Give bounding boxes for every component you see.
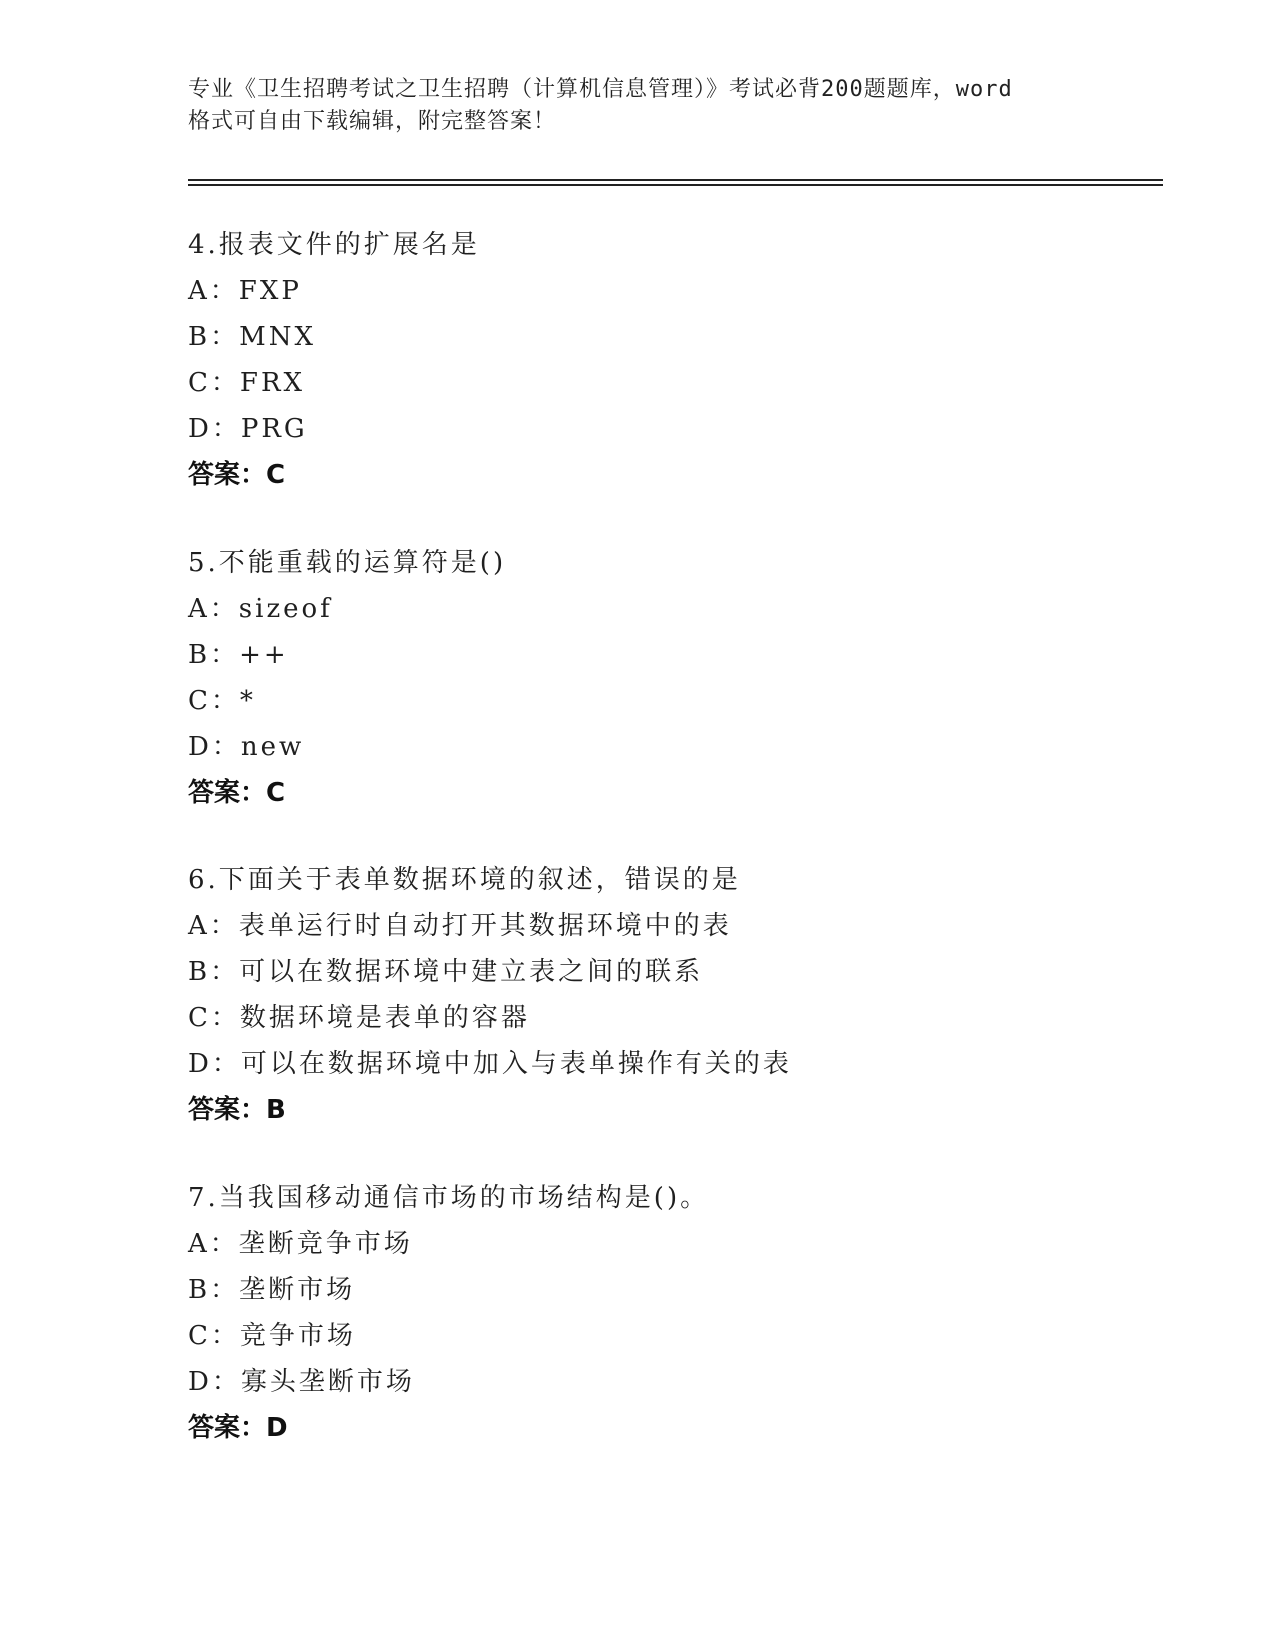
option-d	[188, 724, 1148, 770]
option-text: 垄断竞争市场	[238, 1229, 413, 1259]
option-key: A：	[188, 276, 239, 306]
option-a	[188, 268, 1148, 314]
question-6	[188, 857, 1148, 1133]
answer: 答案：B	[188, 1095, 286, 1125]
option-key: B：	[188, 957, 240, 987]
option-d	[188, 1359, 1148, 1405]
option-text: 可以在数据环境中加入与表单操作有关的表	[240, 1049, 792, 1079]
option-c	[188, 1313, 1148, 1359]
option-text: 数据环境是表单的容器	[239, 1003, 530, 1033]
option-key: C：	[188, 686, 240, 716]
option-text: 垄断市场	[239, 1275, 356, 1305]
option-key: D：	[188, 732, 241, 762]
option-key: B：	[188, 1275, 240, 1305]
option-a	[188, 1221, 1148, 1267]
document-header	[188, 74, 1088, 138]
option-key: C：	[188, 1321, 240, 1351]
question-title: 6.下面关于表单数据环境的叙述，错误的是	[188, 865, 741, 895]
option-a	[188, 903, 1148, 949]
option-text: MNX	[239, 322, 316, 352]
option-a	[188, 586, 1148, 632]
option-text: FRX	[239, 368, 306, 398]
question-title: 5.不能重载的运算符是()	[188, 548, 507, 578]
option-key: C：	[188, 1003, 240, 1033]
option-text: 竞争市场	[239, 1321, 356, 1351]
option-b	[188, 949, 1148, 995]
answer: 答案：C	[188, 778, 286, 808]
option-key: A：	[188, 1229, 239, 1259]
option-key: A：	[188, 594, 239, 624]
header-divider-top	[188, 179, 1163, 181]
question-5	[188, 540, 1148, 816]
question-title: 7.当我国移动通信市场的市场结构是()。	[188, 1183, 710, 1213]
option-key: B：	[188, 322, 240, 352]
option-key: A：	[188, 911, 239, 941]
option-key: B：	[188, 640, 240, 670]
option-text: FXP	[238, 276, 302, 306]
header-line-1: 专业《卫生招聘考试之卫生招聘（计算机信息管理）》考试必背200题题库，word	[188, 77, 1013, 102]
option-c	[188, 360, 1148, 406]
option-text: 可以在数据环境中建立表之间的联系	[239, 957, 704, 987]
option-text: 寡头垄断市场	[240, 1367, 415, 1397]
option-c	[188, 995, 1148, 1041]
option-key: D：	[188, 414, 241, 444]
question-7	[188, 1175, 1148, 1451]
question-title: 4.报表文件的扩展名是	[188, 230, 480, 260]
answer: 答案：D	[188, 1413, 288, 1443]
header-line-2: 格式可自由下载编辑，附完整答案！	[188, 109, 557, 134]
answer: 答案：C	[188, 460, 286, 490]
option-key: D：	[188, 1367, 241, 1397]
header-divider-bottom	[188, 184, 1163, 186]
option-text: 表单运行时自动打开其数据环境中的表	[238, 911, 732, 941]
option-key: D：	[188, 1049, 241, 1079]
option-d	[188, 1041, 1148, 1087]
option-text: ++	[239, 640, 289, 670]
option-key: C：	[188, 368, 240, 398]
option-c	[188, 678, 1148, 724]
option-text: *	[239, 686, 256, 716]
option-text: new	[240, 732, 305, 762]
option-b	[188, 314, 1148, 360]
option-text: sizeof	[238, 594, 333, 624]
option-b	[188, 632, 1148, 678]
option-text: PRG	[240, 414, 308, 444]
option-b	[188, 1267, 1148, 1313]
option-d	[188, 406, 1148, 452]
question-4	[188, 222, 1148, 498]
